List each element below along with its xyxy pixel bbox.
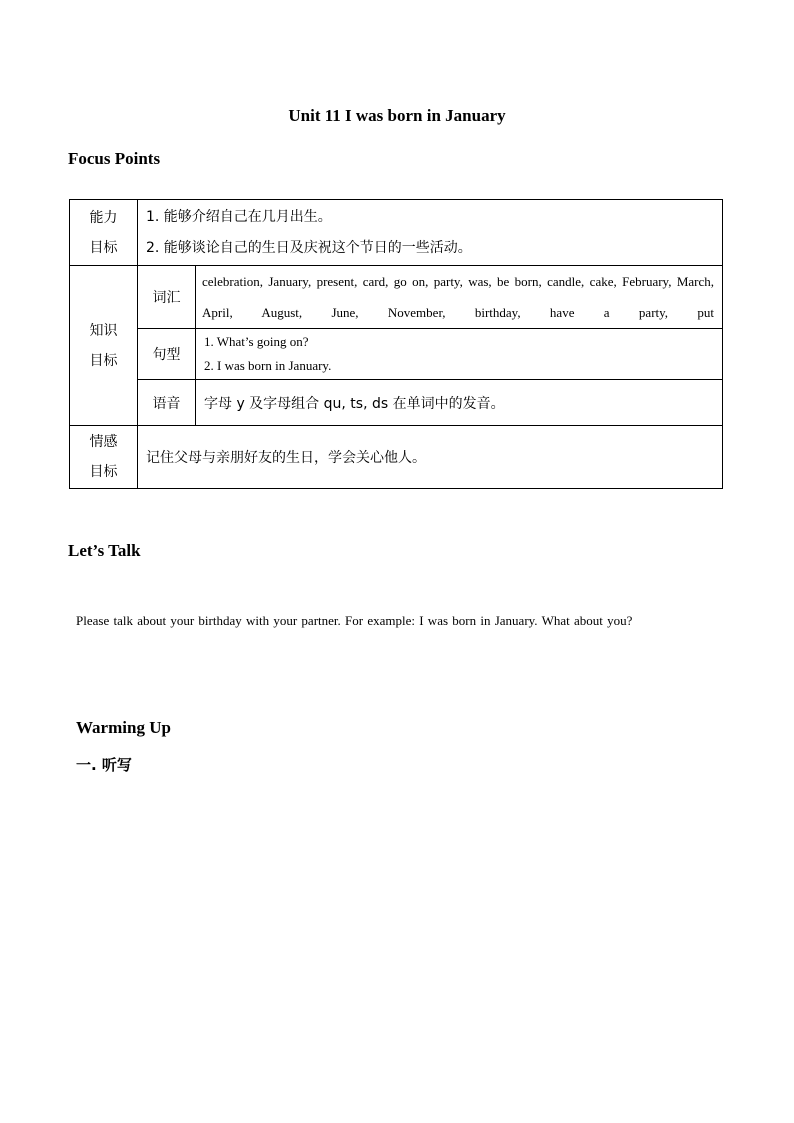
dictation-heading: 一. 听写 xyxy=(76,756,132,774)
vocab-text: celebration, January, present, card, go on, party, was, be born, candle, cake, February, March, April, August, June, November, birthday, have a party, put xyxy=(202,274,714,320)
sentence-content xyxy=(196,329,723,380)
sentence-item: 2. I was born in January. xyxy=(204,358,332,373)
focus-points-table xyxy=(69,199,723,489)
ability-label: 能力 目标 xyxy=(70,200,138,266)
lets-talk-heading: Let’s Talk xyxy=(68,541,141,560)
phonetics-content: 字母 y 及字母组合 qu, ts, ds 在单词中的发音。 xyxy=(196,380,723,426)
phonetics-label: 语音 xyxy=(138,380,196,426)
emotion-row xyxy=(70,426,723,489)
sentence-row xyxy=(70,329,723,380)
warming-up-heading: Warming Up xyxy=(76,718,171,737)
knowledge-label: 知识 目标 xyxy=(70,266,138,426)
emotion-label: 情感 目标 xyxy=(70,426,138,489)
lets-talk-text: Please talk about your birthday with your partner. For example: I was born in January. What about you? xyxy=(76,613,633,628)
ability-item: 1. 能够介绍自己在几月出生。 xyxy=(146,208,332,225)
ability-content xyxy=(138,200,723,266)
phonetics-row xyxy=(70,380,723,426)
sentence-item: 1. What’s going on? xyxy=(204,334,309,349)
emotion-content: 记住父母与亲朋好友的生日，学会关心他人。 xyxy=(138,426,723,489)
sentence-label: 句型 xyxy=(138,329,196,380)
vocab-content xyxy=(196,266,723,329)
page-title: Unit 11 I was born in January xyxy=(288,106,506,125)
ability-row xyxy=(70,200,723,266)
ability-item: 2. 能够谈论自己的生日及庆祝这个节日的一些活动。 xyxy=(146,239,472,256)
focus-points-heading: Focus Points xyxy=(68,149,161,168)
vocab-label: 词汇 xyxy=(138,266,196,329)
vocab-row xyxy=(70,266,723,329)
